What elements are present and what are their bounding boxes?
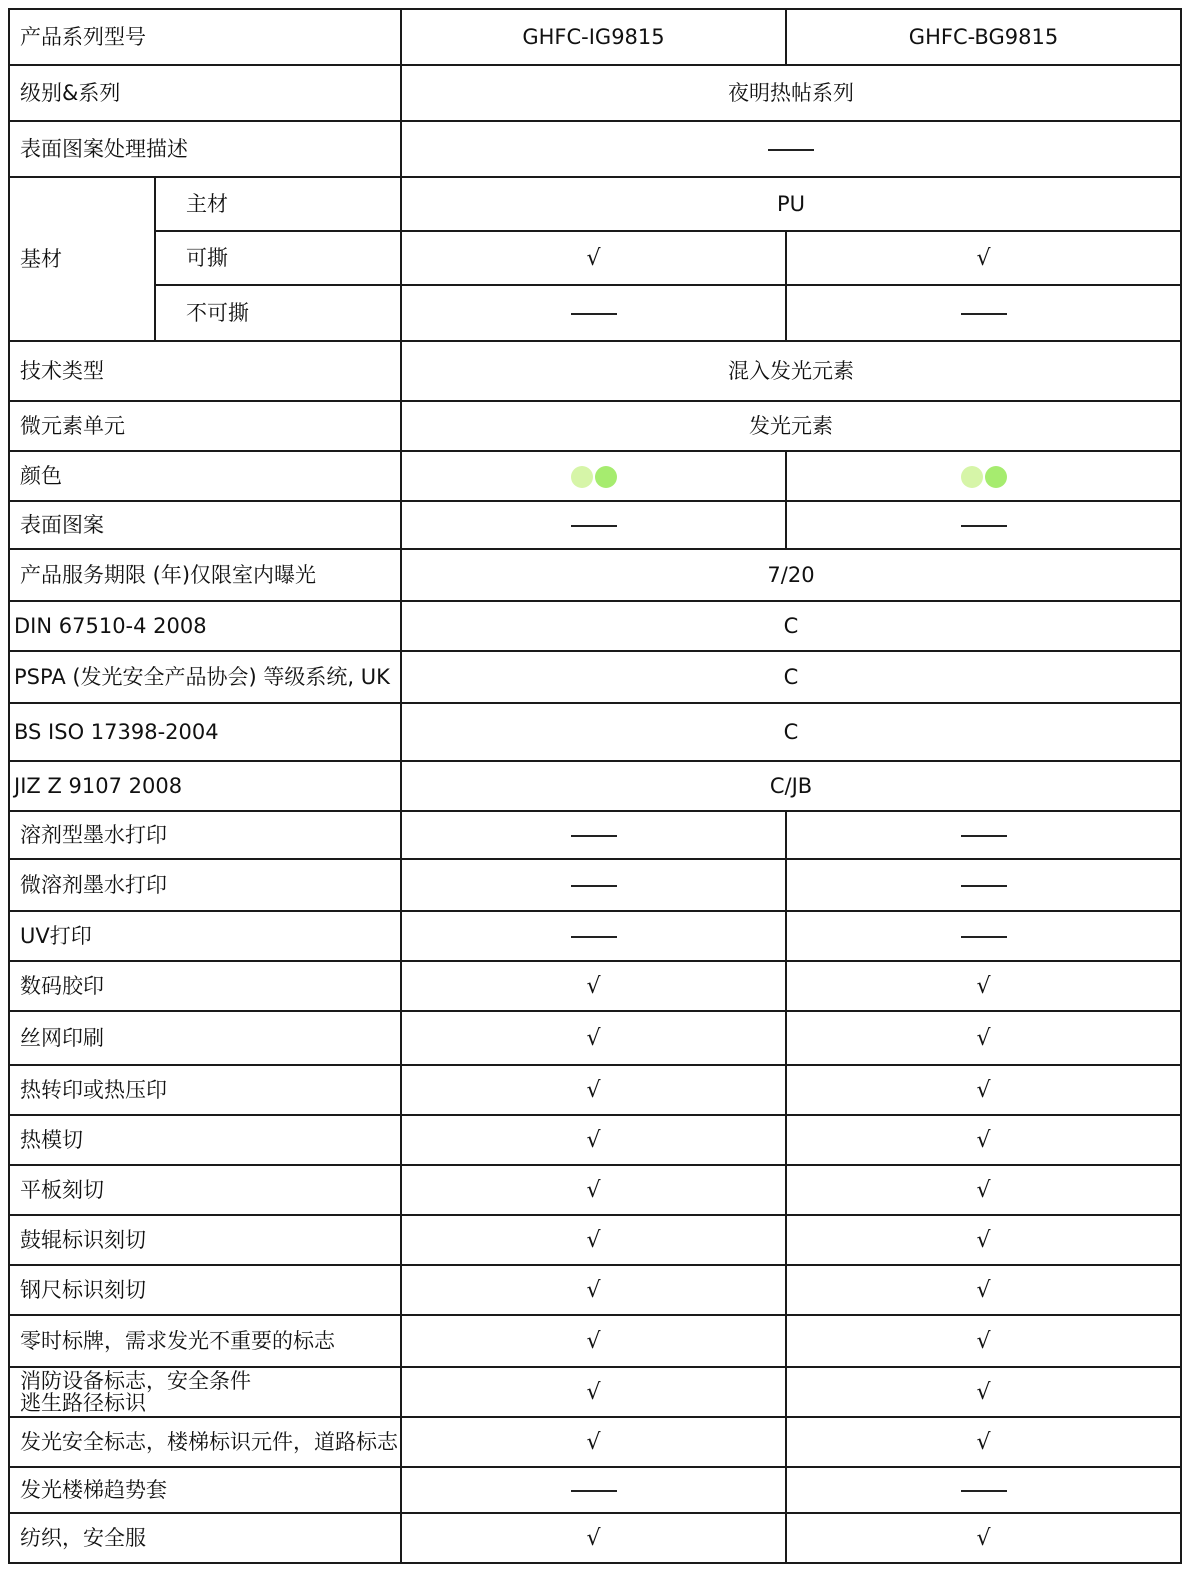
application-a: √ — [401, 1011, 786, 1065]
dash-mark — [961, 525, 1007, 527]
surface-pattern-a — [401, 501, 786, 549]
application-label: 热模切 — [9, 1115, 401, 1165]
application-b: √ — [786, 1315, 1181, 1367]
row-standard — [9, 703, 1181, 761]
row-micro-unit — [9, 401, 1181, 451]
row-tech-type — [9, 341, 1181, 401]
row-application — [9, 1115, 1181, 1165]
application-label-line: 消防设备标志，安全条件 — [20, 1369, 251, 1393]
application-a: √ — [401, 1165, 786, 1215]
row-application — [9, 1011, 1181, 1065]
standard-value: C/JB — [401, 761, 1181, 811]
main-material-value: PU — [401, 177, 1181, 231]
row-application — [9, 911, 1181, 961]
substrate-label: 基材 — [9, 177, 155, 341]
application-label: 丝网印刷 — [9, 1011, 401, 1065]
tech-type-value: 混入发光元素 — [401, 341, 1181, 401]
dash-mark — [571, 1490, 617, 1492]
surface-desc-label: 表面图案处理描述 — [9, 121, 401, 177]
application-b: √ — [786, 1165, 1181, 1215]
surface-pattern-b — [786, 501, 1181, 549]
application-label: 平板刻切 — [9, 1165, 401, 1215]
application-b: √ — [786, 1115, 1181, 1165]
application-label: 发光安全标志，楼梯标识元件，道路标志 — [9, 1417, 401, 1467]
model-b: GHFC-BG9815 — [786, 9, 1181, 65]
application-b: √ — [786, 1065, 1181, 1115]
application-label: 零时标牌，需求发光不重要的标志 — [9, 1315, 401, 1367]
color-a — [401, 451, 786, 501]
row-application — [9, 859, 1181, 911]
application-b: √ — [786, 961, 1181, 1011]
row-peelable — [9, 231, 1181, 285]
row-application — [9, 1513, 1181, 1563]
application-label: 热转印或热压印 — [9, 1065, 401, 1115]
row-application — [9, 1065, 1181, 1115]
peelable-label: 可撕 — [155, 231, 401, 285]
application-label: 发光楼梯趋势套 — [9, 1467, 401, 1513]
application-a: √ — [401, 1513, 786, 1563]
dash-mark — [571, 936, 617, 938]
standard-value: C — [401, 703, 1181, 761]
level-series-value: 夜明热帖系列 — [401, 65, 1181, 121]
color-dot-light — [571, 466, 593, 488]
row-standard — [9, 651, 1181, 703]
application-a — [401, 811, 786, 859]
application-label-line: 逃生路径标识 — [20, 1391, 146, 1415]
row-surface-desc — [9, 121, 1181, 177]
row-standard — [9, 601, 1181, 651]
application-b: √ — [786, 1265, 1181, 1315]
application-b: √ — [786, 1513, 1181, 1563]
application-b: √ — [786, 1011, 1181, 1065]
application-label: 钢尺标识刻切 — [9, 1265, 401, 1315]
peelable-b: √ — [786, 231, 1181, 285]
application-a: √ — [401, 961, 786, 1011]
application-a — [401, 859, 786, 911]
surface-pattern-label: 表面图案 — [9, 501, 401, 549]
micro-unit-value: 发光元素 — [401, 401, 1181, 451]
application-b: √ — [786, 1215, 1181, 1265]
application-a: √ — [401, 1417, 786, 1467]
standard-label: DIN 67510-4 2008 — [9, 601, 401, 651]
micro-unit-label: 微元素单元 — [9, 401, 401, 451]
application-label: 数码胶印 — [9, 961, 401, 1011]
row-main-material — [9, 177, 1181, 231]
dash-mark — [961, 835, 1007, 837]
application-a: √ — [401, 1367, 786, 1417]
row-header — [9, 9, 1181, 65]
row-application — [9, 1165, 1181, 1215]
application-b: √ — [786, 1367, 1181, 1417]
application-label: 溶剂型墨水打印 — [9, 811, 401, 859]
row-level-series — [9, 65, 1181, 121]
standard-value: C — [401, 601, 1181, 651]
row-application — [9, 1467, 1181, 1513]
row-application — [9, 961, 1181, 1011]
dash-mark — [571, 313, 617, 315]
non-peelable-b — [786, 285, 1181, 341]
application-a: √ — [401, 1265, 786, 1315]
application-b — [786, 911, 1181, 961]
application-label — [9, 1367, 401, 1417]
row-application — [9, 1215, 1181, 1265]
dash-mark — [961, 885, 1007, 887]
non-peelable-a — [401, 285, 786, 341]
application-label: 纺织，安全服 — [9, 1513, 401, 1563]
row-service-life — [9, 549, 1181, 601]
application-b — [786, 811, 1181, 859]
row-application — [9, 1265, 1181, 1315]
application-label: 微溶剂墨水打印 — [9, 859, 401, 911]
peelable-a: √ — [401, 231, 786, 285]
row-non-peelable — [9, 285, 1181, 341]
application-label: 鼓辊标识刻切 — [9, 1215, 401, 1265]
level-series-label: 级别&系列 — [9, 65, 401, 121]
dash-mark — [961, 313, 1007, 315]
row-surface-pattern — [9, 501, 1181, 549]
dash-mark — [571, 835, 617, 837]
row-application — [9, 1315, 1181, 1367]
color-dot-green — [595, 466, 617, 488]
standard-value: C — [401, 651, 1181, 703]
application-a — [401, 911, 786, 961]
dash-mark — [961, 1490, 1007, 1492]
dash-mark — [961, 936, 1007, 938]
application-b: √ — [786, 1417, 1181, 1467]
spec-table — [8, 8, 1182, 1564]
application-a: √ — [401, 1065, 786, 1115]
tech-type-label: 技术类型 — [9, 341, 401, 401]
color-b — [786, 451, 1181, 501]
standard-label: PSPA (发光安全产品协会) 等级系统, UK — [9, 651, 401, 703]
surface-desc-value — [401, 121, 1181, 177]
main-material-label: 主材 — [155, 177, 401, 231]
row-color — [9, 451, 1181, 501]
service-life-label: 产品服务期限 (年)仅限室内曝光 — [9, 549, 401, 601]
application-a: √ — [401, 1215, 786, 1265]
application-a — [401, 1467, 786, 1513]
application-b — [786, 1467, 1181, 1513]
header-label: 产品系列型号 — [9, 9, 401, 65]
application-a: √ — [401, 1115, 786, 1165]
non-peelable-label: 不可撕 — [155, 285, 401, 341]
model-a: GHFC-IG9815 — [401, 9, 786, 65]
dash-mark — [571, 885, 617, 887]
application-b — [786, 859, 1181, 911]
color-dot-light — [961, 466, 983, 488]
service-life-value: 7/20 — [401, 549, 1181, 601]
row-application — [9, 1417, 1181, 1467]
dash-mark — [571, 525, 617, 527]
row-application — [9, 1367, 1181, 1417]
standard-label: BS ISO 17398-2004 — [9, 703, 401, 761]
color-label: 颜色 — [9, 451, 401, 501]
dash-mark — [768, 149, 814, 151]
application-a: √ — [401, 1315, 786, 1367]
row-standard — [9, 761, 1181, 811]
application-label: UV打印 — [9, 911, 401, 961]
color-dot-green — [985, 466, 1007, 488]
standard-label: JIZ Z 9107 2008 — [9, 761, 401, 811]
row-application — [9, 811, 1181, 859]
